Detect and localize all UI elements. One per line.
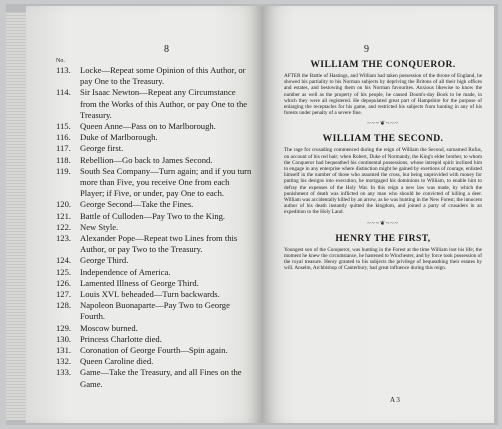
page-number-right: 9: [364, 44, 369, 55]
entry-number: 121.: [56, 210, 72, 221]
list-item: [56, 65, 252, 87]
entry-number: 131.: [56, 345, 72, 356]
no-label: No.: [56, 58, 65, 64]
entry-number: 122.: [56, 221, 72, 232]
page-number-left: 8: [164, 44, 169, 55]
entry-text: Locke—Repeat some Opinion of this Author, or pay One to the Treasury.: [80, 65, 246, 87]
ornament-divider: ~~~❦~~~: [367, 220, 399, 227]
entry-number: 117.: [56, 143, 71, 154]
page-edges: [6, 12, 28, 420]
section-body: The rage for crusading commenced during the reign of William the Second, surnamed Rufus, on account of his red hair; when Robert, Duke of Normandy, the King's elder brother, to whom the Conqueror had bequeathed his continental possessions, whose intrepid spirit inclined him to engage in any enterprise where distinction might be gained by exertions of courage, enlisted himself in the number of those who assumed the cross, but being unprovided with money for putting his designs into execution, he mortgaged his dominions to William, to enable him to defray the expenses of the Holy War. In this reign a new law was made, by which the punishment of death was inflicted on any man who should be convicted of killing a deer. William was accidentally killed by an arrow, as he was hunting in the New Forest; the innocent author of his death instantly quitted the kingdom, and joined a party of crusaders in an expedition to the Holy Land.: [284, 147, 482, 216]
list-item: [56, 289, 252, 300]
list-item: [56, 300, 252, 322]
entry-number: 116.: [56, 132, 71, 143]
ornament-divider: ~~~❦~~~: [367, 121, 399, 128]
section-henry-first: [284, 233, 482, 272]
right-page: [262, 6, 494, 423]
entry-number: 127.: [56, 289, 72, 300]
entry-text: Moscow burned.: [80, 322, 138, 333]
section-title: WILLIAM THE CONQUEROR.: [310, 59, 456, 70]
entry-text: George first.: [80, 143, 124, 154]
entry-text: Alexander Pope—Repeat two Lines from this Author, or pay Two to the Treasury.: [80, 233, 238, 255]
entry-text: Game—Take the Treasury, and all Fines on the Game.: [80, 367, 242, 389]
entry-number: 128.: [56, 300, 72, 311]
rule-list: [56, 65, 252, 390]
list-item: [56, 233, 252, 255]
entry-number: 123.: [56, 233, 72, 244]
entry-text: Queen Caroline died.: [80, 356, 154, 367]
section-title: HENRY THE FIRST,: [335, 232, 431, 244]
entry-number: 115.: [56, 121, 71, 132]
entry-text: Duke of Marlborough.: [80, 132, 158, 143]
section-body: Youngest son of the Conqueror, was hunting in the Forest at the time William lost his life; the moment he knew the circumstance, he hastened to Winchester, and by force took possession of the royal treasure. Henry granted to his subjects the privilege of bequeathing their estates by will. Anselm, Archbishop of Canterbury, had great influence during this reign.: [284, 246, 482, 272]
list-item: [56, 199, 252, 210]
entry-text: Battle of Culloden—Pay Two to the King.: [80, 210, 226, 221]
entry-text: Queen Anne—Pass on to Marlborough.: [80, 121, 216, 132]
signature-mark: A 3: [390, 396, 400, 404]
open-book: [6, 4, 498, 425]
entry-text: South Sea Company—Turn again; and if you turn more than Five, you receive One from each Player; if Five, or under, pay One to each.: [80, 165, 252, 199]
entry-number: 129.: [56, 322, 72, 333]
entry-number: 113.: [56, 65, 71, 75]
entry-text: Princess Charlotte died.: [80, 333, 162, 344]
entry-number: 120.: [56, 199, 72, 210]
entry-number: 130.: [56, 333, 72, 344]
list-item: [56, 323, 252, 334]
entry-number: 132.: [56, 356, 72, 367]
entry-text: Rebellion—Go back to James Second.: [80, 154, 213, 165]
entry-number: 118.: [56, 154, 71, 165]
list-item: [56, 87, 252, 121]
entry-text: George Second—Take the Fines.: [80, 199, 194, 210]
list-item: [56, 211, 252, 222]
list-item: [56, 278, 252, 289]
list-item: [56, 345, 252, 356]
list-item: [56, 222, 252, 233]
entry-text: New Style.: [80, 221, 119, 232]
entry-number: 114.: [56, 87, 71, 98]
list-item: [56, 155, 252, 166]
entry-number: 119.: [56, 165, 71, 176]
entry-text: George Third.: [80, 255, 129, 266]
entry-text: Sir Isaac Newton—Repeat any Circumstance from the Works of this Author, or pay One to the Treasury.: [80, 87, 248, 120]
entry-number: 124.: [56, 255, 72, 266]
list-item: [56, 121, 252, 132]
entry-text: Coronation of George Fourth—Spin again.: [80, 345, 228, 356]
list-item: [56, 255, 252, 266]
section-body: AFTER the Battle of Hastings, and William had taken possession of the throne of England, he showed his partiality to his Norman subjects by depriving the Britons of all their high offices and estates, and bestowing them on his Norman favourites. Anxious likewise to know the number as well as the property of his people, he caused Doom's-day Book to be made, in which they were all registered. He depopulated great part of Hampshire for the purpose of enlarging the receptacles for his game, and restricted his subjects from hunting in any of his forests under penalty of a severe fine.: [284, 73, 482, 117]
section-william-second: [284, 133, 482, 215]
section-william-conqueror: [284, 59, 482, 116]
section-title: WILLIAM THE SECOND.: [322, 133, 444, 145]
left-page: [26, 6, 262, 423]
list-item: [56, 166, 252, 200]
list-item: [56, 356, 252, 367]
list-item: [56, 143, 252, 154]
list-item: [56, 334, 252, 345]
entry-text: Napoleon Buonaparte—Pay Two to George Fourth.: [80, 300, 230, 322]
entry-text: Lamented Illness of George Third.: [80, 277, 199, 288]
list-item: [56, 132, 252, 143]
entry-text: Independence of America.: [80, 266, 171, 277]
entry-number: 126.: [56, 277, 72, 288]
list-item: [56, 367, 252, 389]
list-item: [56, 267, 252, 278]
entry-number: 125.: [56, 266, 72, 277]
entry-text: Louis XVI. beheaded—Turn backwards.: [80, 289, 220, 300]
entry-number: 133.: [56, 367, 72, 378]
